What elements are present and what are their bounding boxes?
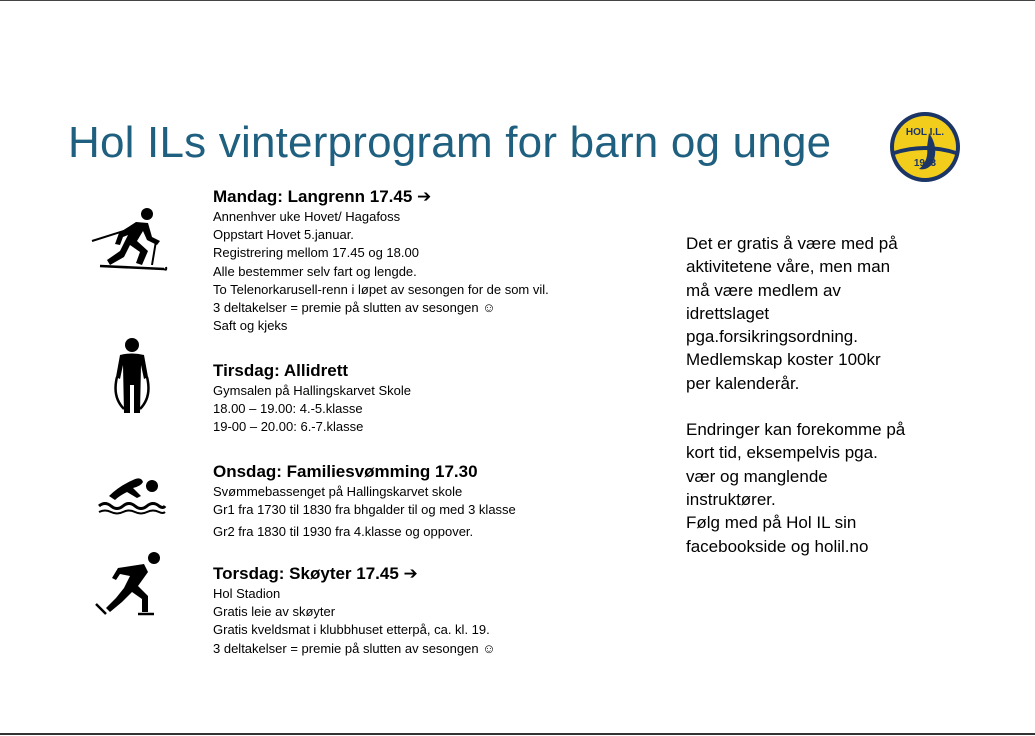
info-line: Medlemskap koster 100kr (686, 350, 881, 370)
section-line: Gratis kveldsmat i klubbhuset etterpå, ca. kl. 19. (213, 622, 490, 638)
section-tuesday (213, 360, 411, 437)
section-line: 3 deltakelser = premie på slutten av sesongen ☺ (213, 300, 496, 316)
info-line: facebookside og holil.no (686, 536, 869, 556)
info-line: kort tid, eksempelvis pga. (686, 443, 878, 463)
info-line: vær og manglende (686, 466, 828, 486)
info-line: aktivitetene våre, men man (686, 257, 891, 277)
ice-skater-icon (94, 550, 166, 618)
info-line: pga.forsikringsordning. (686, 327, 858, 347)
standing-person-icon (104, 337, 160, 415)
info-line: per kalenderår. (686, 373, 800, 393)
section-heading: Mandag: Langrenn 17.45 ➔ (213, 187, 432, 206)
section-line: Annenhver uke Hovet/ Hagafoss (213, 209, 401, 224)
hol-il-logo (889, 111, 961, 183)
section-wednesday (213, 461, 516, 542)
section-line: Registrering mellom 17.45 og 18.00 (213, 245, 419, 261)
section-line: 3 deltakelser = premie på slutten av sesongen ☺ (213, 640, 496, 656)
info-line: instruktører. (686, 489, 776, 509)
cross-country-skier-icon (90, 207, 168, 273)
section-line: 19-00 – 20.00: 6.-7.klasse (213, 419, 364, 435)
paragraph-gap (686, 395, 956, 418)
swimmer-icon (97, 466, 167, 516)
section-line: Gratis leie av skøyter (213, 604, 336, 620)
section-line: Oppstart Hovet 5.januar. (213, 227, 354, 243)
section-heading: Tirsdag: Allidrett (213, 361, 349, 380)
section-line: Alle bestemmer selv fart og lengde. (213, 263, 417, 279)
bottom-border (0, 733, 1035, 735)
section-monday (213, 186, 549, 335)
info-text (686, 232, 956, 558)
info-line: Det er gratis å være med på (686, 234, 898, 253)
logo-top-text: HOL I.L. (905, 127, 945, 138)
info-line: idrettslaget (686, 303, 770, 323)
section-line: 18.00 – 19.00: 4.-5.klasse (213, 401, 363, 417)
section-thursday (213, 563, 495, 658)
section-heading: Onsdag: Familiesvømming 17.30 (213, 462, 478, 481)
section-line: Gr2 fra 1830 til 1930 fra 4.klasse og oppover. (213, 524, 474, 540)
info-line: må være medlem av (686, 280, 841, 300)
logo-year: 1903 (913, 158, 937, 169)
section-heading: Torsdag: Skøyter 17.45 ➔ (213, 564, 418, 583)
section-line: Svømmebassenget på Hallingskarvet skole (213, 484, 463, 499)
section-line: Saft og kjeks (213, 318, 288, 334)
info-line: Endringer kan forekomme på (686, 420, 906, 440)
section-line: To Telenorkarusell-renn i løpet av sesongen for de som vil. (213, 281, 549, 297)
section-line: Gr1 fra 1730 til 1830 fra bhgalder til og med 3 klasse (213, 502, 516, 518)
section-line: Hol Stadion (213, 586, 281, 601)
section-line: Gymsalen på Hallingskarvet Skole (213, 383, 411, 398)
info-line: Følg med på Hol IL sin (686, 513, 857, 533)
page-title: Hol ILs vinterprogram for barn og unge (68, 118, 832, 167)
top-border (0, 0, 1035, 1)
